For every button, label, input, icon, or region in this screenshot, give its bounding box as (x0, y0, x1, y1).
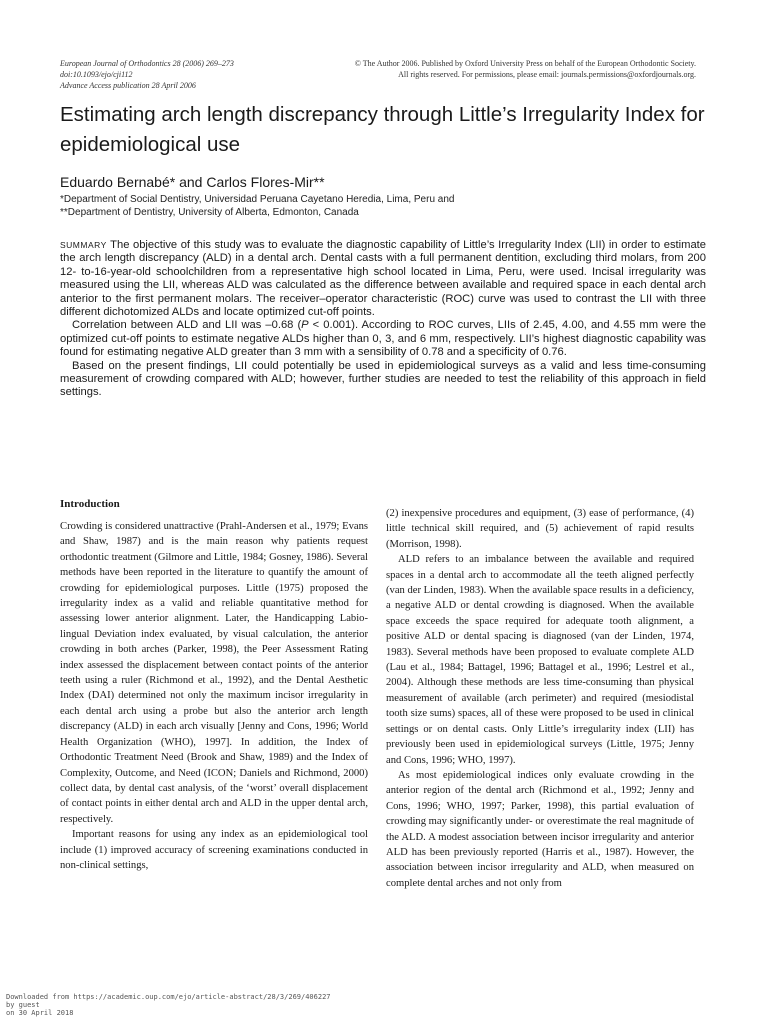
article-title: Estimating arch length discrepancy through Little’s Irregularity Index for epidemiological use (60, 103, 705, 156)
abstract-paragraph-1 (60, 239, 706, 319)
copyright-notice (316, 58, 696, 80)
intro-paragraph-5: As most epidemiological indices only evaluate crowding in the anterior region of the dental arch (Richmond et al., 1992; Jenny and Cons, 1996; WHO, 1997; Parker, 1998), this partial evaluation of crowding may significantly under- or overestimate the real magnitude of the ALD. A modest association between incisor irregularity and anterior ALD has been previously reported (Harris et al., 1987). However, the association between incisor irregularity and ALD, when measured on complete dental arches and not only from (386, 769, 694, 889)
abstract (60, 239, 706, 400)
right-column (386, 506, 694, 891)
affiliation-2: **Department of Dentistry, University of Alberta, Edmonton, Canada (60, 207, 359, 218)
doi[interactable]: doi:10.1093/ejo/cji112 (60, 70, 133, 79)
intro-paragraph-1: Crowding is considered unattractive (Prahl-Andersen et al., 1979; Evans and Shaw, 1987) and is the main reason why patients request orthodontic treatment (Gilmore and Little, 1984; Gosney, 1986). Several methods have been reported in the literature to quantify the amount of crowding for epidemiological purposes. Little (1975) proposed the irregularity index as a valid and reliable quantitative method for assessing lower anterior alignment. Later, the Handicapping Labio-lingual Deviation index evaluated, by visual calculation, the anterior crowding in both arches (Parker, 1998), the Peer Assessment Rating index assessed the displacement between contact points of the anterior teeth using a ruler (Richmond et al., 1992), and the Dental Aesthetic Index (DAI) determined not only the maximum incisor irregularity in each dental arch using a probe but also the anterior arch length discrepancy (ALD) in each arch visually [Jenny and Cons, 1996; World Health Organization (WHO), 1997]. In addition, the Index of Orthodontic Treatment Need (Brook and Shaw, 1989) and the Index of Complexity, Outcome, and Need (ICON; Daniels and Richmond, 2000) collect data, by dental cast analysis, of the ‘worst’ overall displacement of contact points in either dental arch and ALD in the upper dental arch, respectively. (60, 521, 368, 825)
copyright-line-2: All rights reserved. For permissions, please email: journals.permissions@oxfordjournals.org. (398, 70, 696, 79)
summary-label: SUMMARY (60, 240, 107, 250)
intro-paragraph-2: Important reasons for using any index as an epidemiological tool include (1) improved accuracy of screening examinations conducted in non-clinical settings, (60, 829, 368, 871)
copyright-line-1: © The Author 2006. Published by Oxford University Press on behalf of the European Orthodontic Society. (354, 59, 696, 68)
advance-access: Advance Access publication 28 April 2006 (60, 81, 196, 90)
download-url[interactable]: Downloaded from https://academic.oup.com/ejo/article-abstract/28/3/269/406227 (6, 993, 331, 1001)
affiliation-1: *Department of Social Dentistry, Universidad Peruana Cayetano Heredia, Lima, Peru and (60, 194, 455, 205)
intro-paragraph-3: (2) inexpensive procedures and equipment, (3) ease of performance, (4) little technical skill required, and (5) achievement of rapid results (Morrison, 1998). (386, 508, 694, 550)
left-column (60, 519, 368, 873)
affiliations (60, 193, 454, 219)
abstract-paragraph-3: Based on the present findings, LII could potentially be used in epidemiological surveys as a valid and less time-consuming measurement of crowding compared with ALD; however, further studies are needed to test the reliability of this approach in field settings. (60, 359, 706, 399)
journal-meta (60, 58, 360, 91)
abstract-paragraph-2: Correlation between ALD and LII was –0.68 (P < 0.001). According to ROC curves, LIIs of 2.45, 4.00, and 4.55 mm were the optimized cut-off points to estimate negative ALDs higher than 0, 3, and 6 mm, respectively. LII’s highest diagnostic capability was found for estimating negative ALD greater than 3 mm with a sensibility of 0.78 and a specificity of 0.76. (60, 319, 707, 359)
intro-paragraph-4: ALD refers to an imbalance between the available and required spaces in a dental arch to accommodate all the teeth aligned perfectly (van der Linden, 1983). When the available space results in a deficiency, a negative ALD or dental crowding is diagnosed. When the available space exceeds the space required for adequate tooth alignment, a positive ALD or dental spacing is diagnosed (van der Linden, 1974, 1983). Several methods have been proposed to evaluate complete ALD (Lau et al., 1984; Battagel, 1996; Battagel et al., 1996; Lestrel et al., 2004). Although these methods are less time-consuming than physical measurement of available (arch perimeter) and required (mesiodistal tooth size sums) spaces, all of these were proposed to be used in clinical settings or on dental casts. Only Little’s irregularity index (LII) has previously been used in epidemiological surveys (Little, 1975; Jenny and Cons, 1996; WHO, 1997). (386, 554, 694, 766)
journal-citation: European Journal of Orthodontics 28 (2006) 269–273 (60, 59, 234, 68)
download-notice (6, 993, 331, 1017)
abstract-text-1: The objective of this study was to evaluate the diagnostic capability of Little’s Irregularity Index (LII) in order to estimate the arch length discrepancy (ALD) in a dental arch. Dental casts with a full permanent dentition, excluding third molars, from 200 12- to-16-year-old schoolchildren from a representative high school located in Lima, Peru, were used. Incisal irregularity was measured using the LII, whereas ALD was calculated as the difference between available and required space in each dental arch anterior to the first permanent molars. The receiver–operator characteristic (ROC) curve was used to contrast the LII with three different dichotomized ALDs and locate optimized cut-off points. (60, 239, 707, 319)
section-heading-introduction: Introduction (60, 498, 120, 510)
download-date: on 30 April 2018 (6, 1009, 74, 1017)
download-by: by guest (6, 1001, 40, 1009)
authors: Eduardo Bernabé* and Carlos Flores-Mir** (60, 174, 325, 190)
